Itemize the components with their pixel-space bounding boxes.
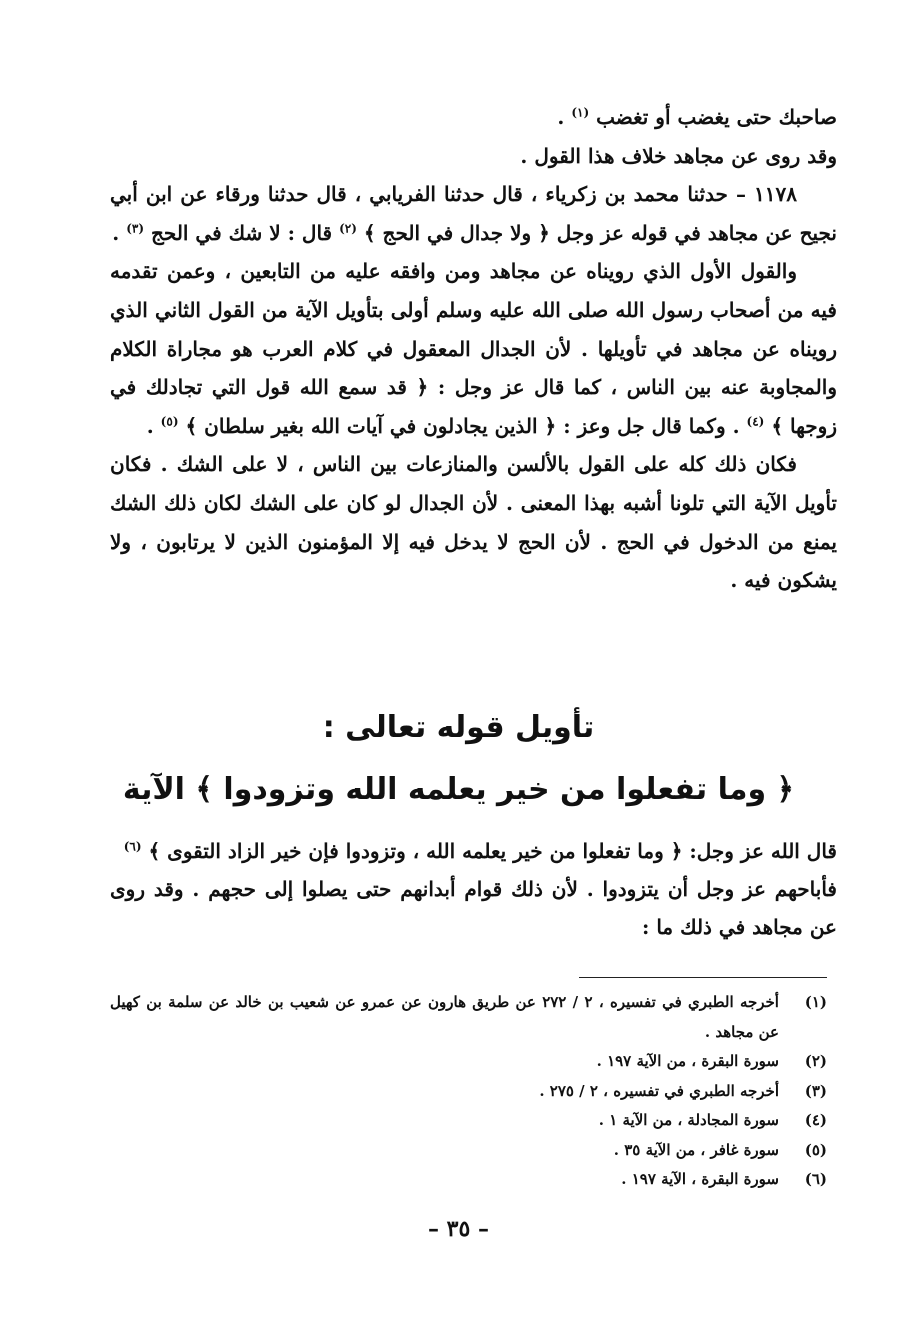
- footnote-text: أخرجه الطبري في تفسيره ، ٢ / ٢٧٥ .: [539, 1081, 779, 1100]
- footnotes: [110, 988, 827, 1195]
- footnote-number: (٢): [804, 1052, 827, 1070]
- footnote-number: (٥): [804, 1140, 827, 1159]
- footnote-text: سورة البقرة ، من الآية ١٩٧ .: [596, 1052, 779, 1070]
- footnote-ref-1: (١): [571, 105, 590, 120]
- footnote-text: سورة البقرة ، الآية ١٩٧ .: [621, 1170, 779, 1188]
- footnote-text: سورة المجادلة ، من الآية ١ .: [598, 1111, 779, 1129]
- section-text: [110, 832, 837, 946]
- footnote-ref-2: (٢): [339, 221, 357, 236]
- page-number: – ٣٥ –: [428, 1216, 489, 1242]
- footnote-item: [110, 1165, 827, 1195]
- footnote-number: (١): [804, 993, 827, 1011]
- footnote-item: [110, 1106, 827, 1136]
- paragraph-3: ١١٧٨ – حدثنا محمد بن زكرياء ، قال حدثنا الفريابي ، قال حدثنا ورقاء عن ابن أبي نجيح عن مجاهد في قوله عز وجل ﴿ ولا جدال في الحج ﴾ $^{(٢)}$ قال : لا شك في الحج $^{(٣)}$ .: [110, 182, 837, 245]
- paragraph-1: صاحبك حتى يغضب أو تغضب $^{(١)}$ .: [557, 105, 837, 129]
- heading-line-2: ﴿ وما تفعلوا من خير يعلمه الله وتزودوا ﴾ الآية: [122, 772, 795, 807]
- footnote-number: (٤): [804, 1111, 827, 1129]
- paragraph-5: فكان ذلك كله على القول بالألسن والمنازعات بين الناس ، لا على الشك . فكان تأويل الآية التي تلونا أشبه بهذا المعنى . لأن الجدال لو كان على الشك لكان ذلك الشك يمنع من الدخول في الحج . لأن الحج لا يدخل فيه إلا المؤمنون الذين لا يرتابون ، ولا يشكون فيه .: [110, 452, 837, 593]
- footnote-ref-4: (٤): [746, 414, 765, 429]
- paragraph-4: والقول الأول الذي رويناه عن مجاهد ومن وافقه عليه من التابعين ، وعمن تقدمه فيه من أصحاب رسول الله صلى الله عليه وسلم أولى بتأويل الآية من القول الثاني الذي رويناه عن مجاهد في تأويلها . لأن الجدال المعقول في كلام العرب هو مجاراة الكلام والمجاوبة عنه بين الناس ، كما قال عز وجل : ﴿ قد سمع الله قول التي تجادلك في زوجها ﴾ $^{(٤)}$ . وكما قال جل وعز : ﴿ الذين يجادلون في آيات الله بغير سلطان ﴾ $^{(٥)}$ .: [110, 259, 837, 438]
- section-paragraph-1: قال الله عز وجل: ﴿ وما تفعلوا من خير يعلمه الله ، وتزودوا فإن خير الزاد التقوى ﴾ $^{(٦)}$: [123, 839, 837, 863]
- footnote-item: [110, 1136, 827, 1166]
- footnote-number: (٦): [804, 1170, 827, 1188]
- footnote-item: [110, 1077, 827, 1107]
- footnote-number: (٣): [804, 1081, 827, 1100]
- footnote-text: أخرجه الطبري في تفسيره ، ٢ / ٢٧٢ عن طريق هارون عن عمرو عن شعيب بن خالد عن سلمة بن كهيل عن مجاهد .: [110, 993, 779, 1041]
- footnote-ref-5: (٥): [160, 414, 179, 429]
- footnote-item: [110, 1047, 827, 1077]
- footnote-ref-6: (٦): [123, 839, 142, 854]
- footnote-divider: [579, 977, 827, 978]
- heading-line-1: تأويل قوله تعالى :: [322, 710, 595, 745]
- footnote-ref-3: (٣): [126, 221, 145, 236]
- footnote-text: سورة غافر ، من الآية ٣٥ .: [613, 1140, 779, 1159]
- footnote-item: [110, 988, 827, 1047]
- paragraph-2: وقد روى عن مجاهد خلاف هذا القول .: [520, 143, 837, 168]
- section-heading: [80, 700, 837, 818]
- section-paragraph-2: فأباحهم عز وجل أن يتزودوا . لأن ذلك قوام أبدانهم حتى يصلوا إلى حجهم . وقد روى عن مجاهد في ذلك ما :: [110, 877, 837, 939]
- main-text: [110, 98, 837, 600]
